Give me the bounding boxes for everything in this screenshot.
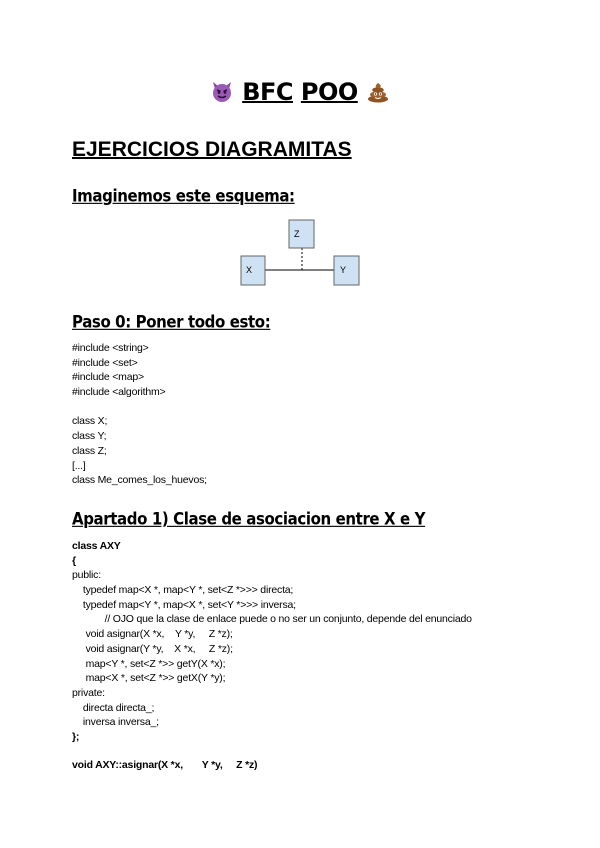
main-heading: EJERCICIOS DIAGRAMITAS bbox=[72, 138, 352, 161]
code-line: class AXY bbox=[72, 540, 121, 552]
code-line: map<Y *, set<Z *>> getY(X *x); bbox=[72, 657, 226, 670]
code-line bbox=[72, 400, 207, 415]
pile-of-poo-icon bbox=[366, 79, 390, 103]
code-line: class X; bbox=[72, 415, 108, 428]
title-word-bfc: BFC bbox=[242, 78, 294, 106]
code-signature-line: void AXY::asignar(X *x, Y *y, Z *z) bbox=[72, 759, 258, 771]
code-line: #include <string> bbox=[72, 342, 149, 354]
code-line: }; bbox=[72, 730, 80, 743]
code-line: void asignar(Y *y, X *x, Z *z); bbox=[72, 642, 233, 655]
association-diagram bbox=[236, 216, 366, 290]
code-line: class Y; bbox=[72, 430, 107, 443]
class-box-x bbox=[241, 256, 265, 285]
code-line: { bbox=[72, 554, 76, 567]
code-line: private: bbox=[72, 686, 105, 699]
class-box-y bbox=[334, 256, 359, 285]
code-line: typedef map<Y *, map<X *, set<Y *>>> inversa; bbox=[72, 598, 296, 611]
code-line: map<X *, set<Z *>> getX(Y *y); bbox=[72, 672, 226, 685]
code-line: typedef map<X *, map<Y *, set<Z *>>> directa; bbox=[72, 584, 294, 597]
code-line: void asignar(X *x, Y *y, Z *z); bbox=[72, 628, 233, 641]
code-line: inversa inversa_; bbox=[72, 716, 159, 729]
class-label-x: X bbox=[246, 265, 253, 275]
code-block-class-axy bbox=[72, 539, 472, 745]
code-line: class Me_comes_los_huevos; bbox=[72, 474, 207, 487]
code-line: public: bbox=[72, 569, 101, 582]
section-heading-esquema: Imaginemos este esquema: bbox=[72, 186, 295, 207]
code-line: // OJO que la clase de enlace puede o no ser un conjunto, depende del enunciado bbox=[72, 613, 472, 626]
class-box-z bbox=[289, 220, 314, 248]
class-label-z: Z bbox=[294, 229, 300, 239]
title-word-poo: POO bbox=[300, 78, 358, 106]
smiling-imp-icon bbox=[210, 79, 234, 103]
class-label-y: Y bbox=[340, 265, 347, 275]
code-line: [...] bbox=[72, 459, 86, 472]
code-line: directa directa_; bbox=[72, 701, 155, 714]
code-line: #include <set> bbox=[72, 356, 138, 369]
code-block-includes bbox=[72, 341, 207, 488]
section-heading-apartado1: Apartado 1) Clase de asociacion entre X e Y bbox=[72, 509, 426, 530]
section-heading-paso0: Paso 0: Poner todo esto: bbox=[72, 312, 271, 333]
code-line: #include <map> bbox=[72, 371, 144, 384]
code-line: class Z; bbox=[72, 444, 107, 457]
document-title bbox=[0, 78, 600, 106]
code-line: #include <algorithm> bbox=[72, 386, 166, 399]
